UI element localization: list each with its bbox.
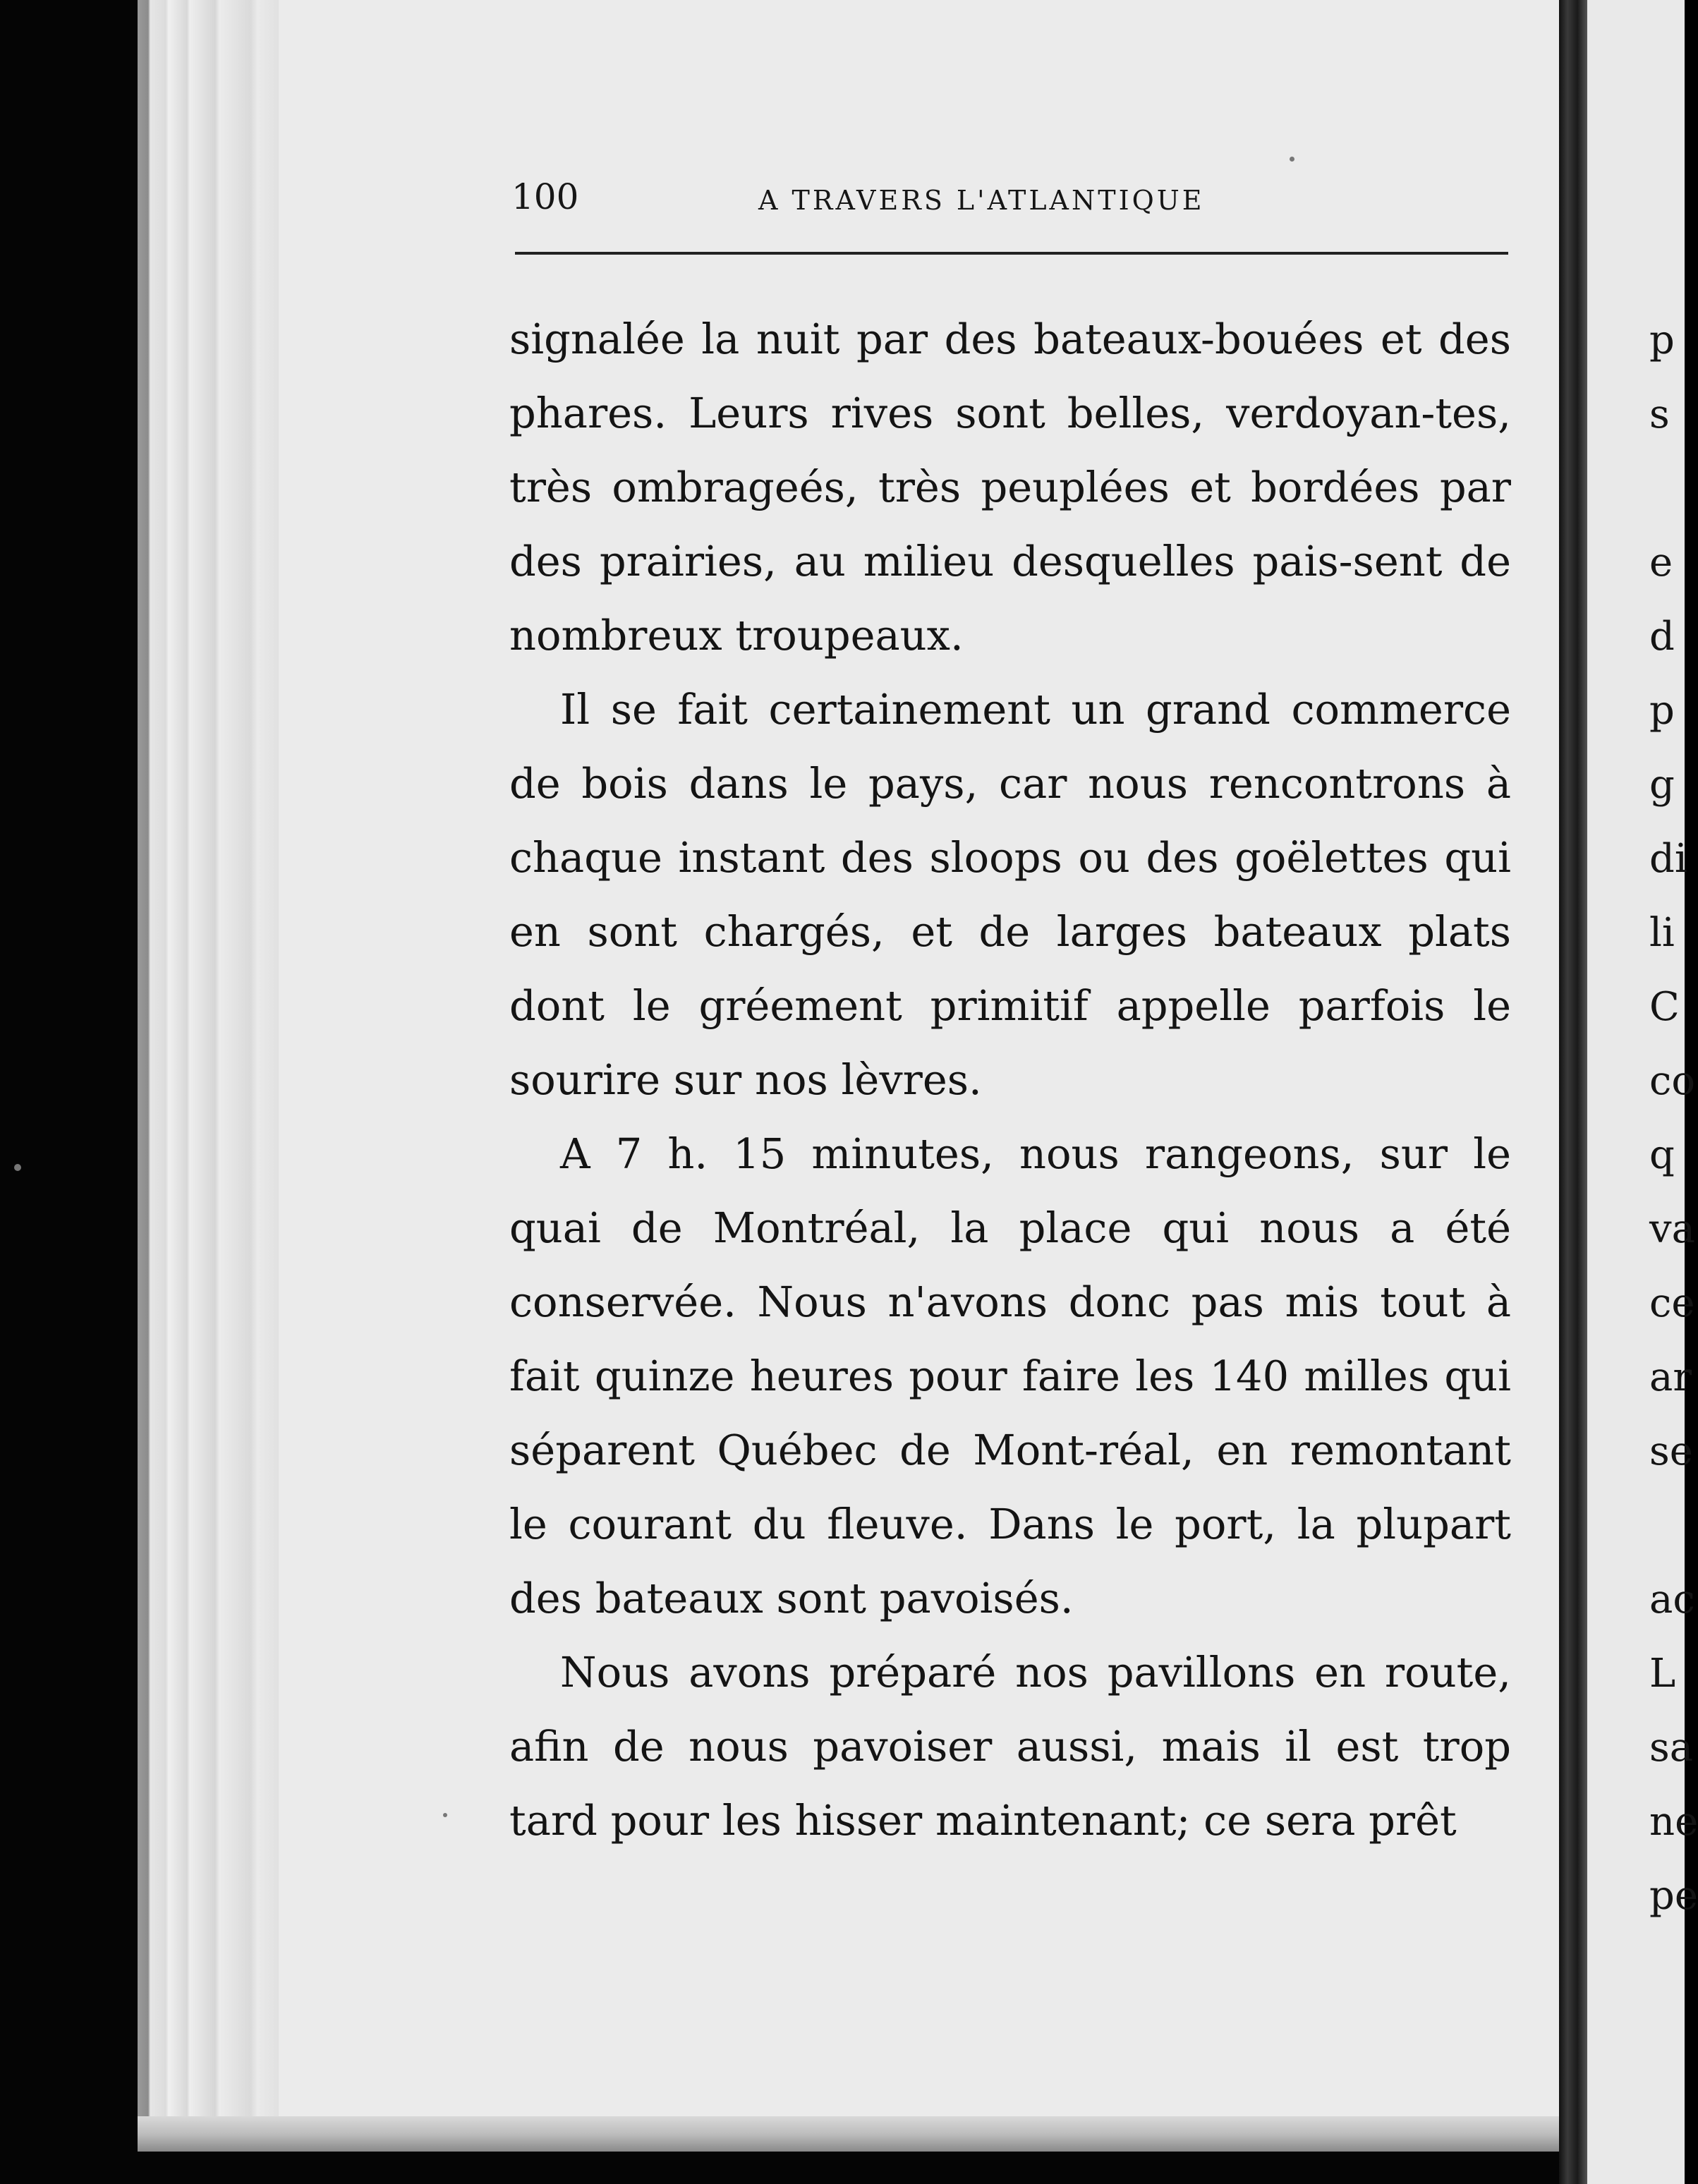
right-line: d [1649, 614, 1675, 660]
right-line: p [1649, 317, 1675, 363]
right-line: va [1649, 1206, 1696, 1252]
paragraph-4: Nous avons préparé nos pavillons en route, afin de nous pavoiser aussi, mais il est trop tard pour les hisser maintenant; ce sera prêt [509, 1648, 1511, 1845]
right-line: s [1649, 392, 1670, 437]
right-line: g [1649, 762, 1675, 808]
right-line: se [1649, 1428, 1693, 1474]
right-line: co [1649, 1058, 1696, 1104]
right-line: ne [1649, 1799, 1698, 1845]
page-stack-edge [138, 0, 286, 2152]
right-line [1649, 451, 1698, 526]
scan-speck [443, 1813, 447, 1817]
right-line: q [1649, 1132, 1675, 1178]
right-line: e [1649, 540, 1673, 586]
paragraph-3: A 7 h. 15 minutes, nous rangeons, sur le quai de Montréal, la place qui nous a été conservée. Nous n'avons donc pas mis tout à fait quinze heures pour faire les 140 milles qui séparent Québec de Mont-réal, en remontant le courant du fleuve. Dans le port, la plupart des bateaux sont pavoisés. [509, 1129, 1511, 1622]
right-line [1649, 1488, 1698, 1563]
page-bottom-edge [138, 2116, 1573, 2152]
right-line: ac [1649, 1577, 1695, 1622]
right-line: di [1649, 836, 1687, 882]
right-line: L [1649, 1651, 1676, 1697]
right-line: li [1649, 910, 1675, 956]
scan-speck [1290, 157, 1294, 162]
right-page-text [1649, 303, 1698, 1933]
running-title: A TRAVERS L'ATLANTIQUE [758, 185, 1205, 216]
paragraph-1: signalée la nuit par des bateaux-bouées et des phares. Leurs rives sont belles, verdoyan-tes, très ombrageés, très peuplées et bordées par des prairies, au milieu desquelles pais-sent de nombreux troupeaux. [509, 315, 1511, 660]
right-line: C [1649, 984, 1680, 1030]
right-line: p [1649, 688, 1675, 734]
right-line: sa [1649, 1725, 1694, 1771]
paragraph-2: Il se fait certainement un grand commerce de bois dans le pays, car nous rencontrons à chaque instant des sloops ou des goëlettes qui en sont chargés, et de larges bateaux plats dont le gréement primitif appelle parfois le sourire sur nos lèvres. [509, 685, 1511, 1104]
header-rule [515, 252, 1508, 255]
page-number: 100 [511, 176, 579, 217]
page-header [511, 176, 1513, 219]
body-text [509, 302, 1511, 1857]
scan-speck [14, 1164, 21, 1171]
right-line: ar [1649, 1354, 1692, 1400]
right-line: ce [1649, 1280, 1695, 1326]
right-line: pe [1649, 1873, 1698, 1919]
